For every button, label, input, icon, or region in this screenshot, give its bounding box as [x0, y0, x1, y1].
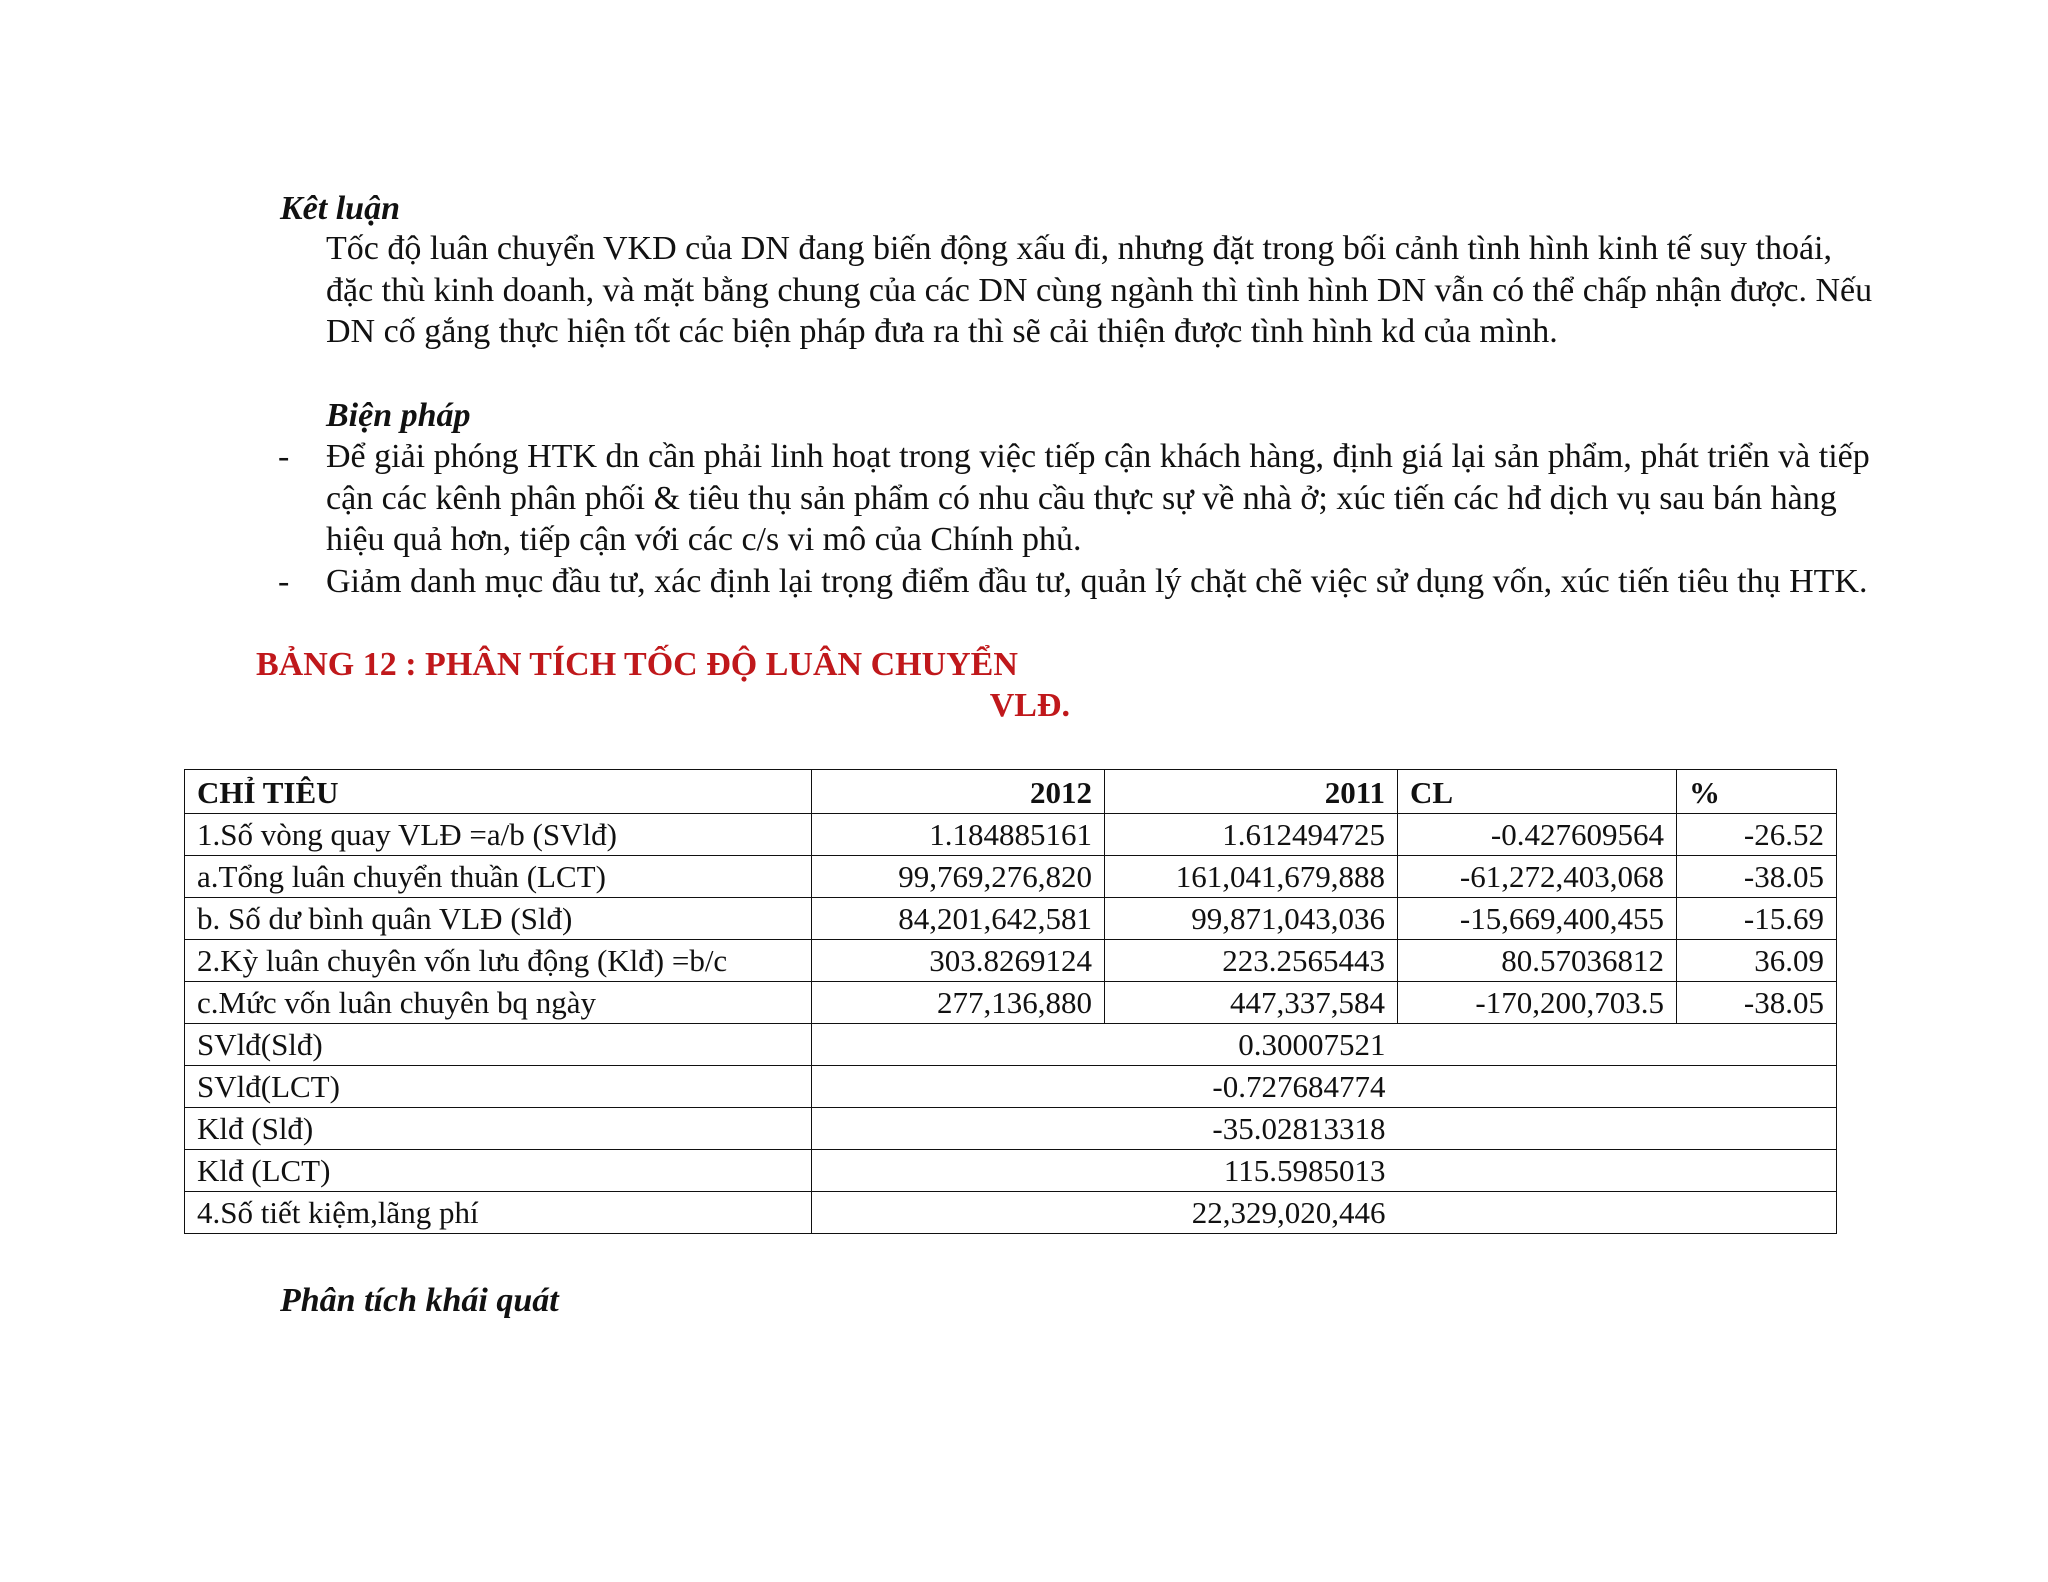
table-title-line-1: BẢNG 12 : PHÂN TÍCH TỐC ĐỘ LUÂN CHUYỂN	[256, 646, 1018, 683]
row-label: b. Số dư bình quân VLĐ (Slđ)	[185, 898, 812, 940]
conclusion-paragraph: Tốc độ luân chuyển VKD của DN đang biến động xấu đi, nhưng đặt trong bối cảnh tình hình kinh tế suy thoái, đặc thù kinh doanh, và mặt bằng chung của các DN cùng ngành thì tình hình DN vẫn có thể chấp nhận được. Nếu DN cố gắng thực hiện tốt các biện pháp đưa ra thì sẽ cải thiện được tình hình kd của mình.	[326, 230, 1873, 350]
bullet-marker-2: -	[278, 563, 290, 600]
summary-row	[185, 1108, 1837, 1150]
summary-value: -35.02813318	[812, 1108, 1398, 1150]
table-header-row	[185, 770, 1837, 814]
table-title-line-2: VLĐ.	[989, 687, 1070, 724]
row-label: 2.Kỳ luân chuyên vốn lưu động (Klđ) =b/c	[185, 940, 812, 982]
row-label: c.Mức vốn luân chuyên bq ngày	[185, 982, 812, 1024]
cell-2012: 303.8269124	[812, 940, 1105, 982]
cell-percent: -26.52	[1677, 814, 1837, 856]
row-label: 1.Số vòng quay VLĐ =a/b (SVlđ)	[185, 814, 812, 856]
cell-2011: 447,337,584	[1105, 982, 1398, 1024]
table-row	[185, 856, 1837, 898]
table-row	[185, 814, 1837, 856]
analysis-heading: Phân tích khái quát	[280, 1282, 559, 1319]
header-cell-2011: 2011	[1105, 770, 1398, 814]
summary-label: Klđ (LCT)	[185, 1150, 812, 1192]
cell-difference: -15,669,400,455	[1398, 898, 1677, 940]
row-label: a.Tổng luân chuyển thuần (LCT)	[185, 856, 812, 898]
velocity-analysis-table	[184, 769, 1837, 1234]
bullet-marker-1: -	[278, 438, 290, 475]
measure-item-1: Để giải phóng HTK dn cần phải linh hoạt trong việc tiếp cận khách hàng, định giá lại sản phẩm, phát triển và tiếp cận các kênh phân phối & tiêu thụ sản phẩm có nhu cầu thực sự về nhà ở; xúc tiến các hđ dịch vụ sau bán hàng hiệu quả hơn, tiếp cận với các c/s vi mô của Chính phủ.	[326, 438, 1870, 558]
cell-difference: 80.57036812	[1398, 940, 1677, 982]
cell-percent: -38.05	[1677, 856, 1837, 898]
table-title	[256, 644, 1070, 726]
summary-row	[185, 1192, 1837, 1234]
summary-label: SVlđ(LCT)	[185, 1066, 812, 1108]
measure-item-2: Giảm danh mục đầu tư, xác định lại trọng điểm đầu tư, quản lý chặt chẽ việc sử dụng vốn, xúc tiến tiêu thụ HTK.	[326, 563, 1868, 600]
cell-percent: 36.09	[1677, 940, 1837, 982]
table-row	[185, 940, 1837, 982]
cell-difference: -61,272,403,068	[1398, 856, 1677, 898]
cell-2012: 84,201,642,581	[812, 898, 1105, 940]
summary-row	[185, 1150, 1837, 1192]
table-row	[185, 982, 1837, 1024]
summary-row	[185, 1024, 1837, 1066]
cell-2011: 1.612494725	[1105, 814, 1398, 856]
summary-blank	[1398, 1108, 1837, 1150]
summary-label: Klđ (Slđ)	[185, 1108, 812, 1150]
header-cell-difference: CL	[1398, 770, 1677, 814]
header-cell-percent: %	[1677, 770, 1837, 814]
conclusion-heading: Kêt luận	[280, 190, 400, 227]
summary-value: 22,329,020,446	[812, 1192, 1398, 1234]
header-cell-indicator: CHỈ TIÊU	[185, 770, 812, 814]
cell-percent: -38.05	[1677, 982, 1837, 1024]
cell-percent: -15.69	[1677, 898, 1837, 940]
cell-2011: 161,041,679,888	[1105, 856, 1398, 898]
cell-2012: 277,136,880	[812, 982, 1105, 1024]
summary-value: -0.727684774	[812, 1066, 1398, 1108]
summary-value: 115.5985013	[812, 1150, 1398, 1192]
summary-blank	[1398, 1192, 1837, 1234]
cell-2011: 223.2565443	[1105, 940, 1398, 982]
cell-2012: 1.184885161	[812, 814, 1105, 856]
cell-difference: -0.427609564	[1398, 814, 1677, 856]
cell-2011: 99,871,043,036	[1105, 898, 1398, 940]
cell-difference: -170,200,703.5	[1398, 982, 1677, 1024]
cell-2012: 99,769,276,820	[812, 856, 1105, 898]
summary-row	[185, 1066, 1837, 1108]
summary-value: 0.30007521	[812, 1024, 1398, 1066]
header-cell-2012: 2012	[812, 770, 1105, 814]
summary-blank	[1398, 1150, 1837, 1192]
summary-blank	[1398, 1066, 1837, 1108]
summary-label: 4.Số tiết kiệm,lãng phí	[185, 1192, 812, 1234]
measures-heading: Biện pháp	[326, 397, 471, 434]
summary-label: SVlđ(Slđ)	[185, 1024, 812, 1066]
table-row	[185, 898, 1837, 940]
summary-blank	[1398, 1024, 1837, 1066]
